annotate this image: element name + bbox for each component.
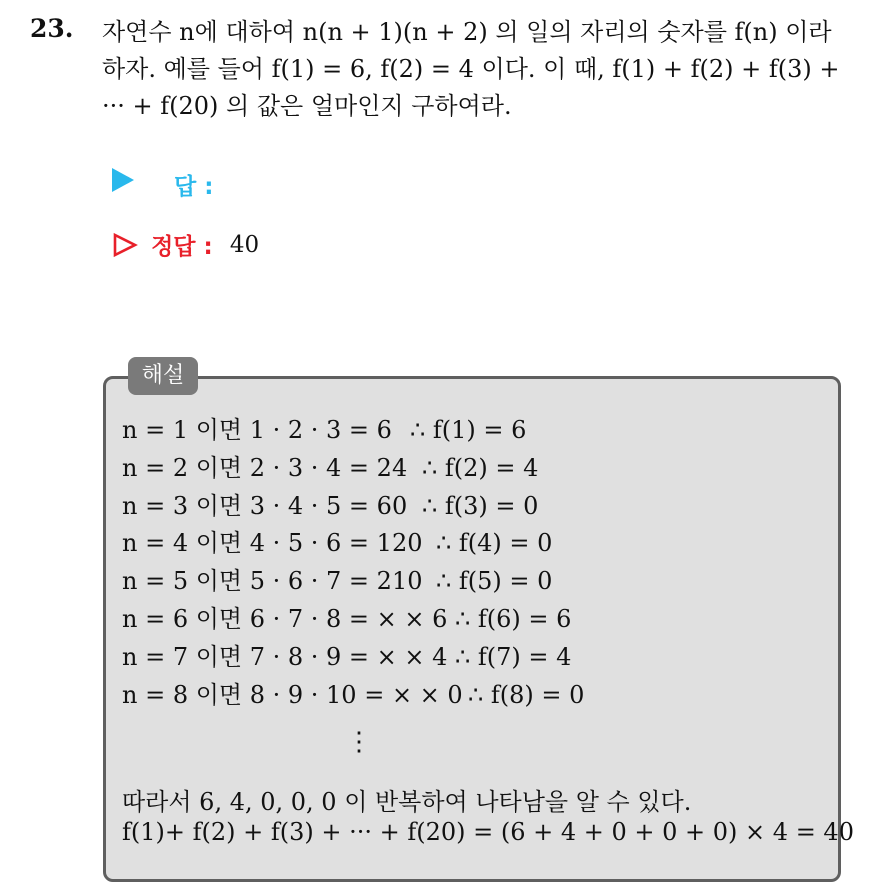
play-triangle-icon xyxy=(112,168,134,192)
solution-line-rhs: ∴ f(2) = 4 xyxy=(422,453,539,482)
solution-line-lhs: n = 7 이면 7 · 8 · 9 = × × 4 xyxy=(122,642,448,671)
solution-line xyxy=(122,563,553,601)
correct-answer-row xyxy=(112,228,259,268)
correct-answer-label: 정답 : xyxy=(151,234,213,260)
solution-line-lhs: n = 2 이면 2 · 3 · 4 = 24 xyxy=(122,453,408,482)
solution-line-lhs: n = 4 이면 4 · 5 · 6 = 120 xyxy=(122,529,423,558)
correct-answer-value: 40 xyxy=(229,231,260,258)
solution-line-lhs: n = 8 이면 8 · 9 · 10 = × × 0 xyxy=(122,680,463,709)
vertical-ellipsis: ⋮ xyxy=(346,727,372,757)
solution-conclusion: 따라서 6, 4, 0, 0, 0 이 반복하여 나타남을 알 수 있다. xyxy=(122,788,692,816)
solution-line xyxy=(122,601,572,639)
solution-line-rhs: ∴ f(7) = 4 xyxy=(455,642,572,671)
solution-line xyxy=(122,525,553,563)
solution-line-rhs: ∴ f(3) = 0 xyxy=(422,491,539,520)
question-line-2: 하자. 예를 들어 f(1) = 6, f(2) = 4 이다. 이 때, f(1) + f(2) + f(3) + xyxy=(102,55,840,83)
solution-line xyxy=(122,450,539,488)
solution-lines xyxy=(122,412,585,714)
question-text xyxy=(102,14,872,125)
question-line-3: ··· + f(20) 의 값은 얼마인지 구하여라. xyxy=(102,92,512,120)
solution-line xyxy=(122,639,572,677)
solution-line-rhs: ∴ f(4) = 0 xyxy=(436,529,553,558)
solution-tab: 해설 xyxy=(128,357,198,395)
question-number: 23. xyxy=(30,14,74,43)
solution-line-lhs: n = 3 이면 3 · 4 · 5 = 60 xyxy=(122,491,408,520)
solution-line xyxy=(122,677,585,715)
answer-row xyxy=(112,168,214,204)
solution-final-equation: f(1)+ f(2) + f(3) + ··· + f(20) = (6 + 4 + 0 + 0 + 0) × 4 = 40 xyxy=(122,818,854,846)
solution-line-lhs: n = 1 이면 1 · 2 · 3 = 6 xyxy=(122,416,392,444)
solution-line-rhs: ∴ f(6) = 6 xyxy=(455,604,572,633)
solution-line-lhs: n = 6 이면 6 · 7 · 8 = × × 6 xyxy=(122,604,448,633)
answer-label: 답 : xyxy=(174,174,214,200)
solution-line-rhs: ∴ f(1) = 6 xyxy=(410,416,527,444)
outline-triangle-icon xyxy=(112,232,138,258)
question-line-1: 자연수 n에 대하여 n(n + 1)(n + 2) 의 일의 자리의 숫자를 f(n) 이라 xyxy=(102,18,832,46)
solution-line-rhs: ∴ f(8) = 0 xyxy=(468,680,585,709)
solution-line xyxy=(122,488,539,526)
solution-line-rhs: ∴ f(5) = 0 xyxy=(436,567,553,596)
solution-line-lhs: n = 5 이면 5 · 6 · 7 = 210 xyxy=(122,567,423,596)
solution-line xyxy=(122,412,527,450)
